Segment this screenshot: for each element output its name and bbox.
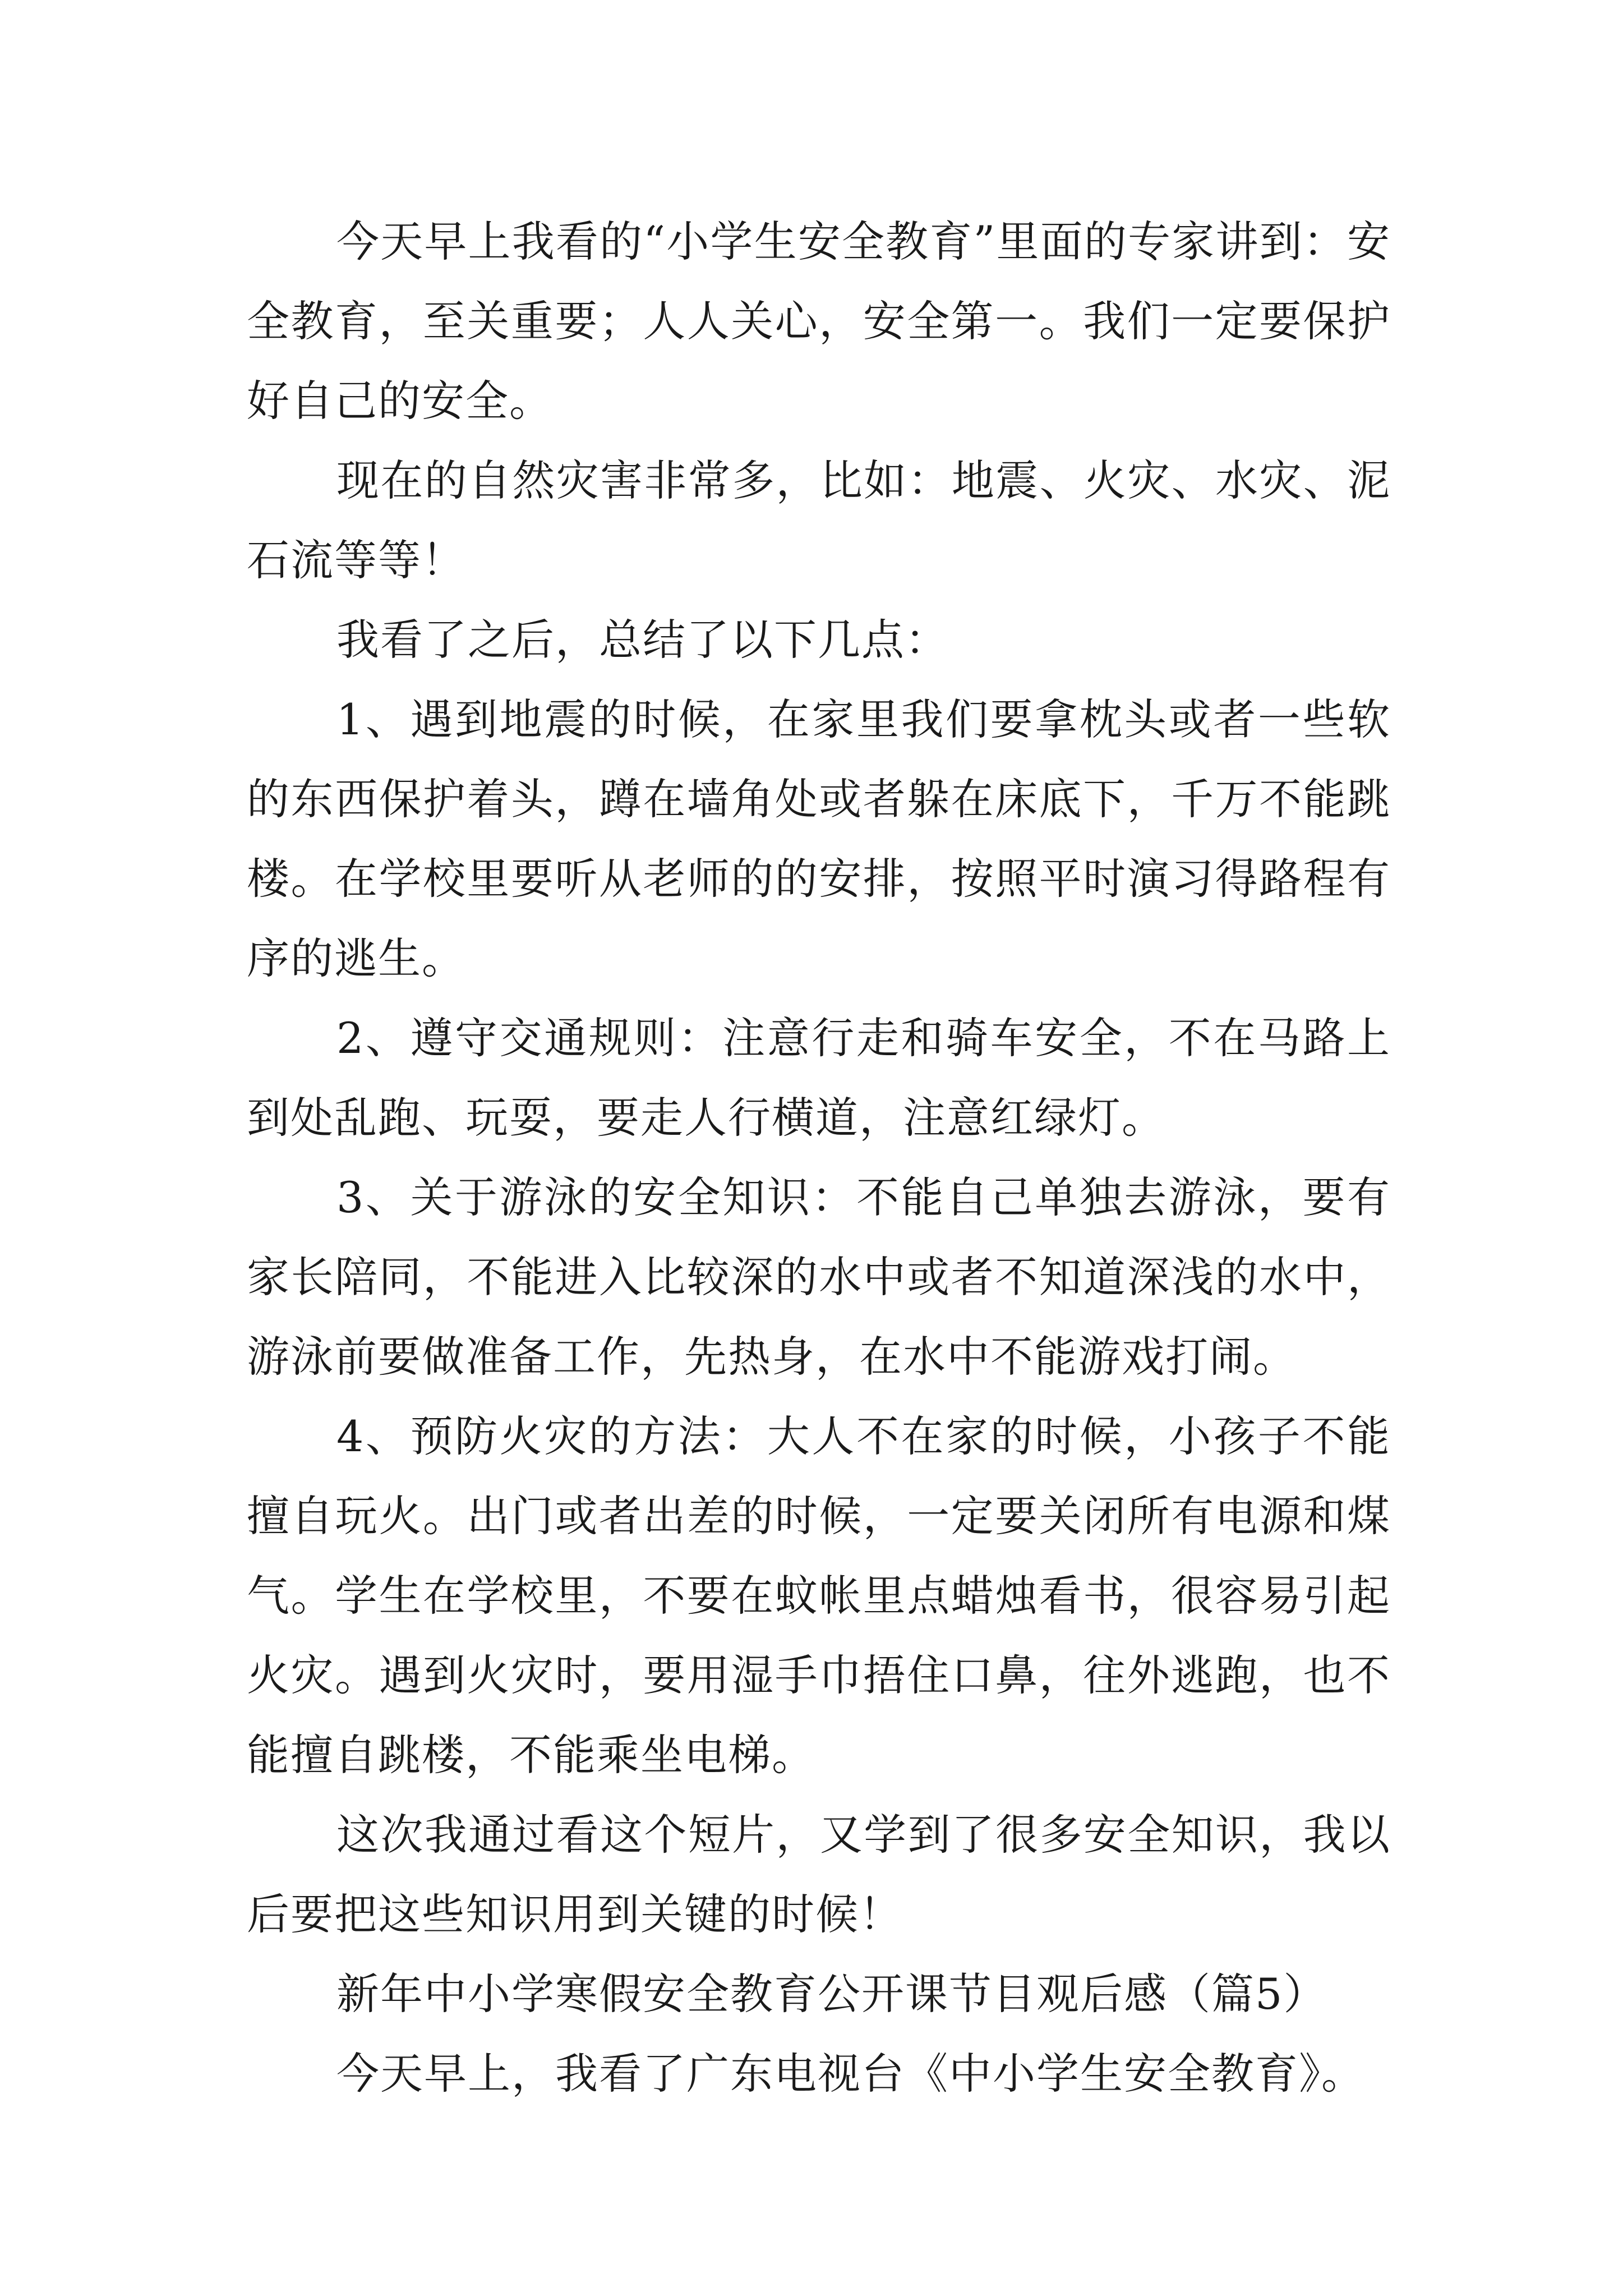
- document-body: [247, 202, 1391, 2114]
- paragraph-point-fire: 4、预防火灾的方法：大人不在家的时候，小孩子不能擅自玩火。出门或者出差的时候，一定要关闭所有电源和煤气。学生在学校里，不要在蚊帐里点蜡烛看书，很容易引起火灾。遇到火灾时，要用湿手巾捂住口鼻，往外逃跑，也不能擅自跳楼，不能乘坐电梯。: [247, 1411, 1391, 1780]
- paragraph-expert-intro: 今天早上我看的“小学生安全教育”里面的专家讲到：安全教育，至关重要；人人关心，安全第一。我们一定要保护好自己的安全。: [247, 217, 1391, 426]
- section-title: 新年中小学寒假安全教育公开课节目观后感（篇5）: [336, 1969, 1327, 2019]
- paragraph-conclusion: 这次我通过看这个短片，又学到了很多安全知识，我以后要把这些知识用到关键的时候！: [247, 1810, 1391, 1939]
- paragraph-summary-intro: 我看了之后，总结了以下几点：: [336, 615, 949, 665]
- paragraph-natural-disasters: 现在的自然灾害非常多，比如：地震、火灾、水灾、泥石流等等！: [247, 455, 1391, 585]
- paragraph-point-earthquake: 1、遇到地震的时候，在家里我们要拿枕头或者一些软的东西保护着头，蹲在墙角处或者躲在床底下，千万不能跳楼。在学校里要听从老师的的安排，按照平时演习得路程有序的逃生。: [247, 694, 1391, 983]
- paragraph-point-traffic: 2、遵守交通规则：注意行走和骑车安全，不在马路上到处乱跑、玩耍，要走人行横道，注意红绿灯。: [247, 1013, 1391, 1143]
- paragraph-point-swimming: 3、关于游泳的安全知识：不能自己单独去游泳，要有家长陪同，不能进入比较深的水中或者不知道深浅的水中，游泳前要做准备工作，先热身，在水中不能游戏打闹。: [247, 1172, 1391, 1382]
- paragraph-next-section-start: 今天早上，我看了广东电视台《中小学生安全教育》。: [336, 2049, 1365, 2099]
